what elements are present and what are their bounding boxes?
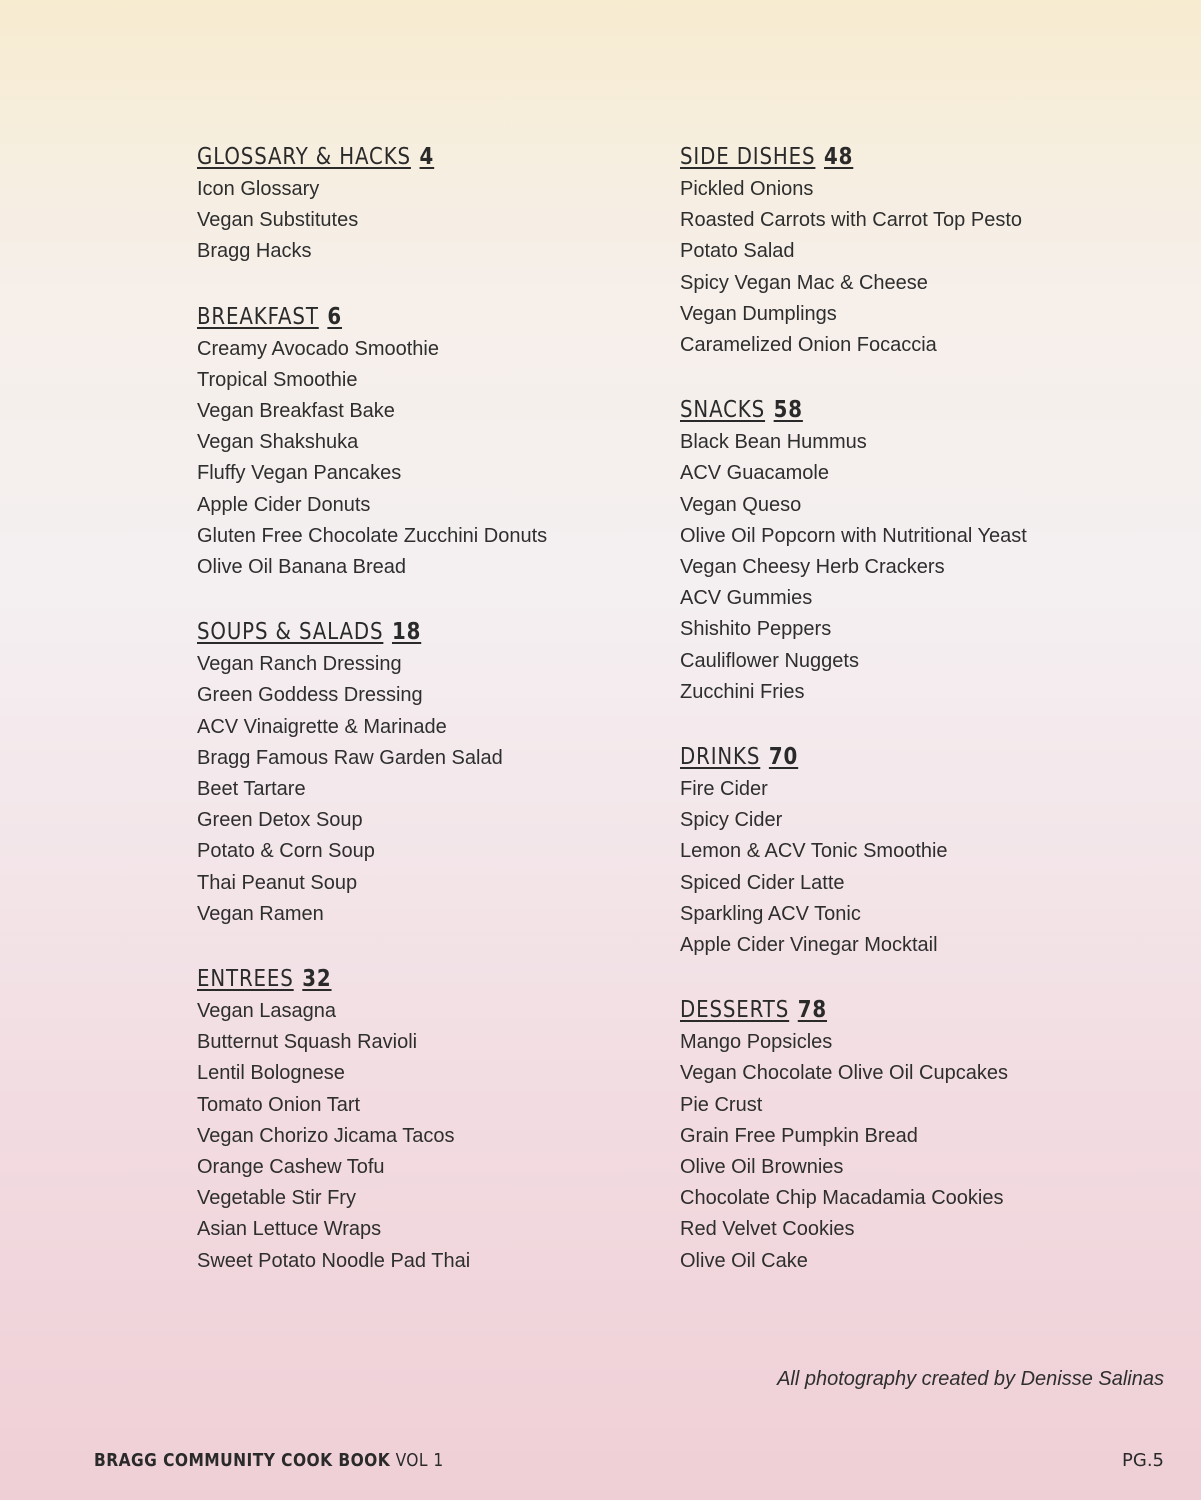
recipe-item: Apple Cider Donuts bbox=[197, 493, 371, 516]
recipe-item: Red Velvet Cookies bbox=[680, 1218, 855, 1241]
recipe-item: Tropical Smoothie bbox=[197, 368, 358, 391]
recipe-item: Sweet Potato Noodle Pad Thai bbox=[197, 1249, 471, 1272]
recipe-item: Chocolate Chip Macadamia Cookies bbox=[680, 1187, 1004, 1210]
left-column bbox=[197, 140, 637, 1309]
photo-credit: All photography created by Denisse Salinas bbox=[777, 1368, 1164, 1390]
recipe-item: ACV Guacamole bbox=[680, 462, 829, 485]
section-page-number: 4 bbox=[419, 144, 435, 170]
section-page-number: 70 bbox=[768, 744, 799, 771]
recipe-item: Vegan Lasagna bbox=[197, 1000, 337, 1023]
recipe-item: Shishito Peppers bbox=[680, 618, 832, 641]
section-drinks bbox=[680, 740, 1140, 961]
section-page-number: 6 bbox=[327, 303, 343, 330]
recipe-item: Black Bean Hummus bbox=[680, 431, 867, 454]
recipe-item: Tomato Onion Tart bbox=[197, 1093, 361, 1116]
footer-volume: VOL 1 bbox=[395, 1450, 444, 1471]
recipe-item: Vegetable Stir Fry bbox=[197, 1187, 356, 1210]
recipe-item: Vegan Queso bbox=[680, 493, 802, 516]
recipe-item: Vegan Breakfast Bake bbox=[197, 400, 395, 423]
recipe-item: Vegan Cheesy Herb Crackers bbox=[680, 556, 945, 579]
recipe-item: Spicy Cider bbox=[680, 809, 783, 832]
recipe-item: Vegan Shakshuka bbox=[197, 431, 359, 454]
section-heading bbox=[197, 300, 342, 334]
section-heading bbox=[197, 962, 332, 996]
section-glossary-hacks bbox=[197, 140, 637, 268]
section-heading bbox=[197, 140, 434, 174]
recipe-item: Orange Cashew Tofu bbox=[197, 1156, 385, 1179]
footer-book-name: BRAGG COMMUNITY COOK BOOK bbox=[94, 1450, 391, 1471]
section-title-text: GLOSSARY & HACKS bbox=[197, 144, 411, 170]
recipe-item: Green Goddess Dressing bbox=[197, 684, 423, 707]
recipe-item: Beet Tartare bbox=[197, 778, 306, 801]
recipe-item: ACV Vinaigrette & Marinade bbox=[197, 715, 447, 738]
recipe-item: Creamy Avocado Smoothie bbox=[197, 337, 439, 360]
recipe-item: Vegan Ramen bbox=[197, 902, 324, 925]
recipe-item: Vegan Substitutes bbox=[197, 209, 359, 232]
recipe-item: Pie Crust bbox=[680, 1093, 763, 1116]
section-page-number: 32 bbox=[302, 966, 332, 993]
section-heading bbox=[197, 615, 421, 649]
recipe-item: Vegan Chocolate Olive Oil Cupcakes bbox=[680, 1062, 1008, 1085]
right-column bbox=[680, 140, 1140, 1309]
recipe-item: Olive Oil Banana Bread bbox=[197, 556, 407, 579]
recipe-item: Apple Cider Vinegar Mocktail bbox=[680, 934, 938, 957]
recipe-item: ACV Gummies bbox=[680, 587, 813, 610]
section-title-text: SIDE DISHES bbox=[680, 144, 816, 170]
section-entrees bbox=[197, 962, 637, 1277]
recipe-item: Zucchini Fries bbox=[680, 680, 805, 703]
section-side-dishes bbox=[680, 140, 1140, 361]
section-heading bbox=[680, 993, 827, 1027]
recipe-list bbox=[197, 649, 637, 930]
recipe-list bbox=[680, 774, 1140, 961]
section-heading bbox=[680, 740, 798, 774]
recipe-item: Green Detox Soup bbox=[197, 809, 363, 832]
section-page-number: 48 bbox=[824, 144, 854, 170]
footer-page-number: PG.5 bbox=[1122, 1450, 1164, 1471]
recipe-item: Lentil Bolognese bbox=[197, 1062, 345, 1085]
recipe-list bbox=[197, 996, 637, 1277]
section-title-text: SNACKS bbox=[680, 397, 766, 424]
section-title-text: ENTREES bbox=[197, 966, 294, 993]
recipe-item: Vegan Chorizo Jicama Tacos bbox=[197, 1124, 455, 1147]
recipe-item: Spicy Vegan Mac & Cheese bbox=[680, 271, 928, 294]
recipe-item: Sparkling ACV Tonic bbox=[680, 902, 861, 925]
recipe-item: Fluffy Vegan Pancakes bbox=[197, 462, 402, 485]
recipe-item: Thai Peanut Soup bbox=[197, 871, 358, 894]
footer-book-title bbox=[94, 1450, 444, 1471]
recipe-list bbox=[680, 174, 1140, 361]
recipe-item: Bragg Hacks bbox=[197, 240, 312, 263]
section-title-text: DRINKS bbox=[680, 744, 761, 771]
recipe-list bbox=[197, 174, 637, 268]
recipe-item: Potato & Corn Soup bbox=[197, 840, 375, 863]
recipe-item: Roasted Carrots with Carrot Top Pesto bbox=[680, 209, 1023, 232]
section-soups-salads bbox=[197, 615, 637, 930]
recipe-item: Gluten Free Chocolate Zucchini Donuts bbox=[197, 524, 548, 547]
section-page-number: 78 bbox=[797, 997, 828, 1024]
section-breakfast bbox=[197, 300, 637, 584]
recipe-item: Fire Cider bbox=[680, 778, 768, 801]
recipe-item: Olive Oil Cake bbox=[680, 1249, 808, 1272]
recipe-item: Potato Salad bbox=[680, 240, 795, 263]
recipe-item: Vegan Dumplings bbox=[680, 302, 837, 325]
section-desserts bbox=[680, 993, 1140, 1277]
recipe-item: Icon Glossary bbox=[197, 178, 320, 200]
recipe-list bbox=[680, 1027, 1140, 1277]
section-title-text: DESSERTS bbox=[680, 997, 790, 1024]
recipe-item: Mango Popsicles bbox=[680, 1031, 833, 1054]
recipe-item: Grain Free Pumpkin Bread bbox=[680, 1124, 918, 1147]
recipe-item: Vegan Ranch Dressing bbox=[197, 653, 402, 676]
section-heading bbox=[680, 393, 803, 427]
section-heading bbox=[680, 140, 853, 174]
recipe-item: Olive Oil Brownies bbox=[680, 1156, 844, 1179]
recipe-item: Lemon & ACV Tonic Smoothie bbox=[680, 840, 948, 863]
section-page-number: 58 bbox=[773, 397, 803, 424]
recipe-item: Bragg Famous Raw Garden Salad bbox=[197, 746, 503, 769]
recipe-item: Pickled Onions bbox=[680, 178, 814, 200]
section-page-number: 18 bbox=[391, 619, 422, 646]
recipe-list bbox=[197, 334, 637, 584]
recipe-item: Butternut Squash Ravioli bbox=[197, 1031, 418, 1054]
section-title-text: SOUPS & SALADS bbox=[197, 619, 384, 646]
recipe-item: Asian Lettuce Wraps bbox=[197, 1218, 382, 1241]
recipe-item: Olive Oil Popcorn with Nutritional Yeast bbox=[680, 524, 1027, 547]
section-snacks bbox=[680, 393, 1140, 708]
section-title-text: BREAKFAST bbox=[197, 303, 319, 330]
recipe-item: Caramelized Onion Focaccia bbox=[680, 334, 937, 357]
recipe-item: Spiced Cider Latte bbox=[680, 871, 845, 894]
recipe-item: Cauliflower Nuggets bbox=[680, 649, 859, 672]
recipe-list bbox=[680, 427, 1140, 708]
